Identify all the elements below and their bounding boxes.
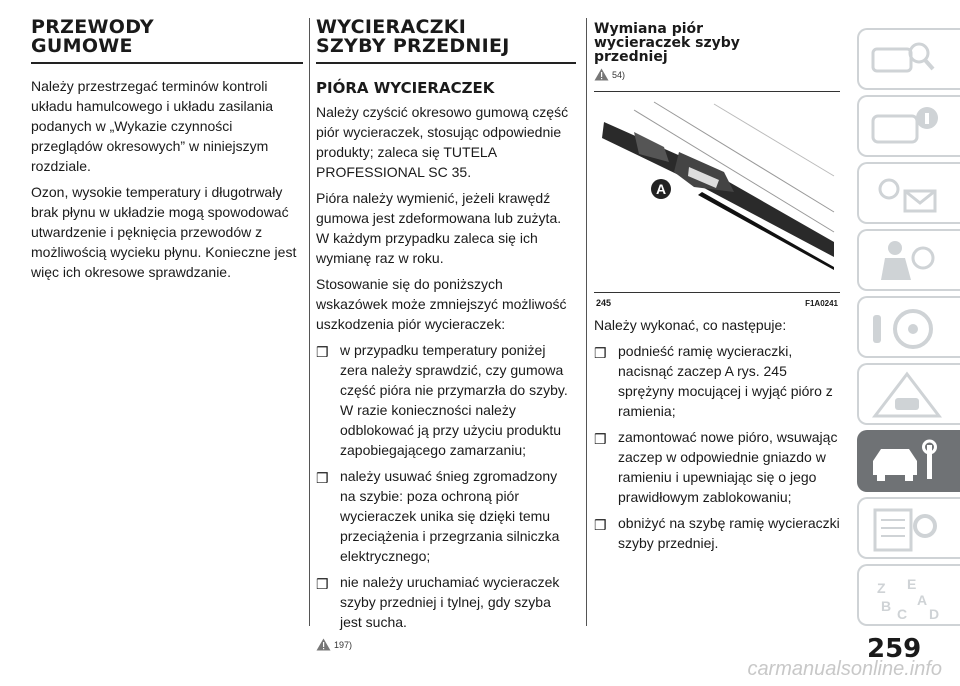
note-ref-text: 54) (612, 69, 626, 80)
svg-text:C: C (897, 606, 908, 622)
list-item-text: obniżyć na szybę ramię wycieraczki szyby przedniej. (618, 515, 840, 551)
paragraph: Należy wykonać, co następuje: (594, 317, 787, 333)
paragraph: Pióra należy wymienić, jeżeli krawędź gumowa jest zdeformowana lub zużyta. W każdym przypadku zaleca się ich wymianę raz w roku. (316, 190, 562, 266)
airbag-safety-icon (867, 236, 947, 288)
list-item (316, 572, 576, 632)
section-title-rubber-hoses (31, 18, 303, 64)
column-divider (586, 18, 587, 626)
wiper-blade-illustration (594, 92, 840, 270)
warning-lights-icon (867, 169, 947, 221)
checkbox-bullet-icon: ❒ (594, 517, 607, 533)
car-search-icon (867, 35, 947, 87)
title-line: Wymiana piór (594, 21, 704, 37)
steering-wheel-icon (867, 303, 947, 355)
section-title-blade-replacement (594, 22, 844, 64)
note-ref-text: 197) (334, 639, 353, 650)
list-item-text: w przypadku temperatury poniżej zera należy sprawdzić, czy gumowa część pióra nie przymarzła do szyby. W razie konieczności należy odblokować ją przy użyciu produktu zapobiegającego zamarzaniu; (340, 342, 568, 458)
checkbox-bullet-icon: ❒ (316, 470, 329, 486)
tab-technical-data[interactable] (857, 497, 960, 559)
chapter-sidebar (857, 28, 960, 631)
svg-text:B: B (881, 598, 892, 614)
section-title-wipers (316, 18, 576, 64)
emergency-icon (867, 370, 947, 422)
title-line: WYCIERACZKI (316, 16, 467, 38)
svg-text:A: A (917, 592, 928, 608)
list-item (594, 341, 844, 421)
car-maintenance-icon (867, 437, 947, 489)
car-info-icon (867, 102, 947, 154)
paragraph: Należy przestrzegać terminów kontroli układu hamulcowego i układu zasilania podanych w „Wykazie czynności przeglądów okresowych” w niniejszym rozdziale. (31, 78, 274, 174)
figure-wiper-blade (594, 91, 840, 308)
tab-instruments[interactable] (857, 95, 960, 157)
column-divider (309, 18, 310, 626)
index-abc-icon (867, 571, 947, 623)
tab-safety[interactable] (857, 229, 960, 291)
subsection-title-wiper-blades: PIÓRA WYCIERACZEK (316, 79, 495, 97)
checkbox-bullet-icon: ❒ (594, 431, 607, 447)
title-line: GUMOWE (31, 35, 133, 57)
callout-label-a: A (655, 181, 667, 197)
warning-note-ref[interactable] (594, 68, 844, 81)
checkbox-bullet-icon: ❒ (594, 345, 607, 361)
column-blade-replacement (594, 18, 844, 559)
paragraph: Należy czyścić okresowo gumową część piór wycieraczek, stosując odpowiednie produkty; zaleca się TUTELA PROFESSIONAL SC 35. (316, 104, 569, 180)
svg-text:E: E (907, 576, 917, 592)
tab-knowing-your-car[interactable] (857, 28, 960, 90)
figure-number: 245 (596, 298, 612, 308)
svg-text:Z: Z (877, 580, 886, 596)
svg-text:D: D (929, 606, 940, 622)
list-item-text: nie należy uruchamiać wycieraczek szyby przedniej i tylnej, gdy szyba jest sucha. (340, 574, 560, 630)
list-item-text: zamontować nowe pióro, wsuwając zaczep w odpowiednie gniazdo w ramieniu i upewniając się o jego prawidłowym zablokowaniu; (618, 429, 838, 505)
warning-triangle-icon (594, 68, 609, 81)
list-item-text: podnieść ramię wycieraczki, nacisnąć zaczep A rys. 245 sprężyny mocującej i wyjąć pióro z ramienia; (618, 343, 833, 419)
column-wipers (316, 18, 576, 651)
tab-servicing-and-care[interactable] (857, 430, 960, 492)
warning-triangle-icon (316, 638, 331, 651)
bullet-list (316, 340, 576, 632)
column-rubber-hoses (31, 18, 303, 282)
checkbox-bullet-icon: ❒ (316, 344, 329, 360)
tab-emergency[interactable] (857, 363, 960, 425)
watermark: carmanualsonline.info (747, 658, 942, 680)
title-line: wycieraczek szyby (594, 35, 740, 51)
title-line: SZYBY PRZEDNIEJ (316, 35, 510, 57)
figure-code: F1A0241 (805, 299, 838, 308)
page-number: 259 (867, 634, 922, 664)
tab-warning-lights[interactable] (857, 162, 960, 224)
title-line: PRZEWODY (31, 16, 154, 38)
list-item-text: należy usuwać śnieg zgromadzony na szybie: poza ochroną piór wycieraczek unika się dzięki temu przeciążenia i przegrzania silniczka elektrycznego; (340, 468, 560, 564)
paragraph: Stosowanie się do poniższych wskazówek może zmniejszyć możliwość uszkodzenia piór wycieraczek: (316, 276, 567, 332)
tab-driving[interactable] (857, 296, 960, 358)
title-line: przedniej (594, 49, 668, 65)
bullet-list (594, 341, 844, 553)
list-item (316, 340, 576, 460)
technical-data-icon (867, 504, 947, 556)
paragraph: Ozon, wysokie temperatury i długotrwały brak płynu w układzie mogą spowodować utwardzenie i pęknięcia przewodów z możliwością wycieku płynu. Konieczne jest więc ich okresowe sprawdzanie. (31, 184, 297, 280)
list-item (594, 513, 844, 553)
checkbox-bullet-icon: ❒ (316, 576, 329, 592)
tab-index[interactable] (857, 564, 960, 626)
warning-note-ref[interactable] (316, 638, 576, 651)
list-item (316, 466, 576, 566)
list-item (594, 427, 844, 507)
